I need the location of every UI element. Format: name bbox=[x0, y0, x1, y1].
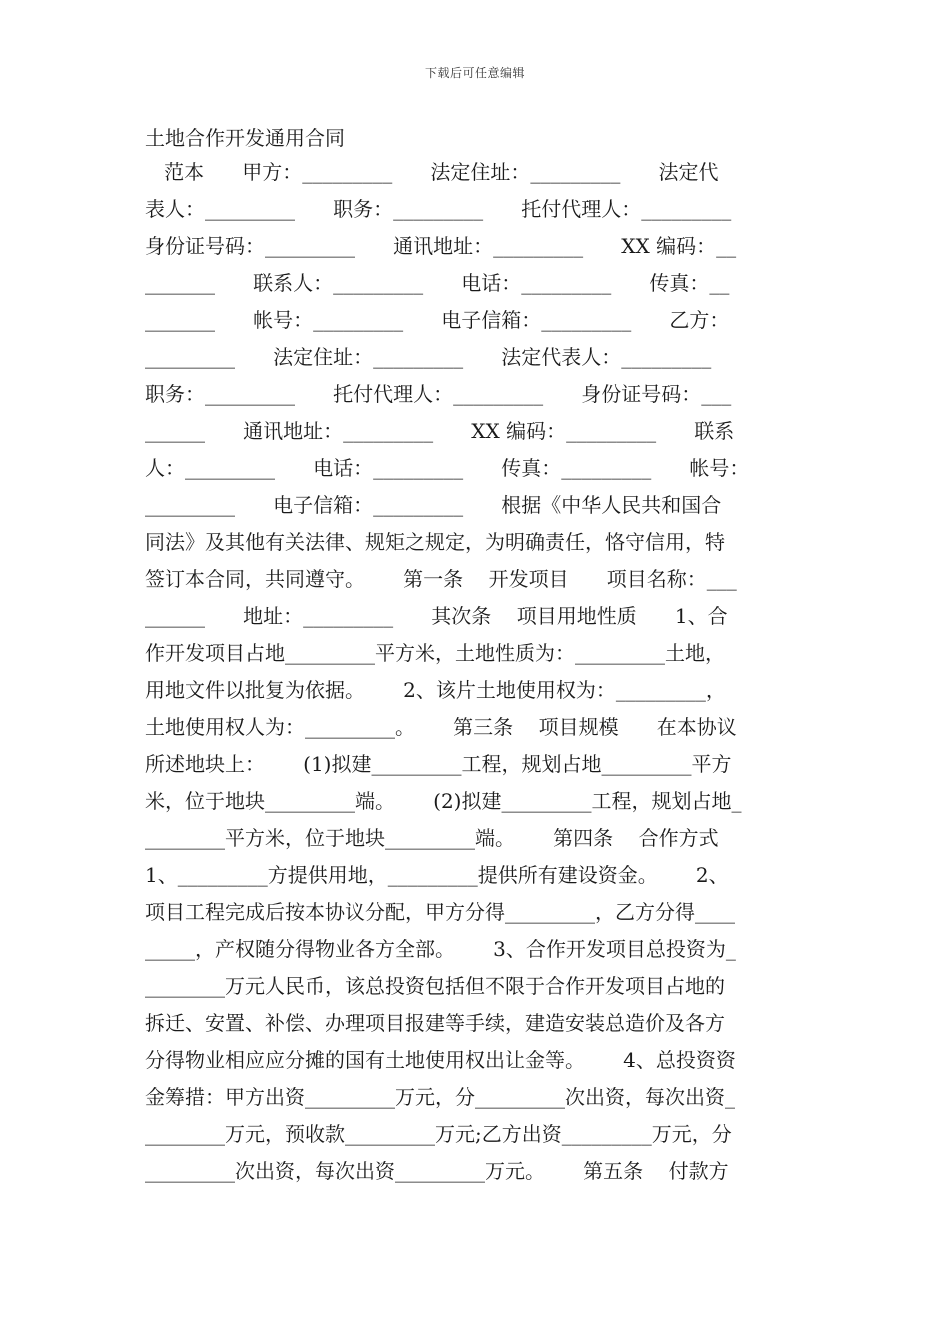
body-line-25: 分得物业相应应分摊的国有土地使用权出让金等。 4、总投资资 bbox=[145, 1048, 736, 1072]
body-line-23: ________万元人民币，该总投资包括但不限于合作开发项目占地的 bbox=[145, 974, 725, 998]
body-line-10: _________ 电子信箱：_________ 根据《中华人民共和国合 bbox=[145, 493, 722, 517]
body-line-16: 土地使用权人为：_________。 第三条 项目规模 在本协议 bbox=[145, 715, 737, 739]
body-line-26: 金筹措：甲方出资_________万元，分_________次出资，每次出资_ bbox=[145, 1085, 735, 1109]
body-line-14: 作开发项目占地_________平方米，土地性质为：_________土地， bbox=[145, 641, 725, 665]
body-line-4: _______ 联系人：_________ 电话：_________ 传真：__ bbox=[145, 271, 730, 295]
body-line-12: 签订本合同，共同遵守。 第一条 开发项目 项目名称：___ bbox=[145, 567, 737, 591]
body-line-3: 身份证号码：_________ 通讯地址：_________ XX 编码：__ bbox=[145, 234, 737, 258]
body-line-28: _________次出资，每次出资_________万元。 第五条 付款方 bbox=[145, 1159, 729, 1183]
body-line-5: _______ 帐号：_________ 电子信箱：_________ 乙方： bbox=[145, 308, 730, 332]
body-line-7: 职务：_________ 托付代理人：_________ 身份证号码：___ bbox=[145, 382, 732, 406]
body-line-22: _____，产权随分得物业各方全部。 3、合作开发项目总投资为_ bbox=[145, 937, 736, 961]
page-header-note: 下载后可任意编辑 bbox=[424, 66, 525, 80]
body-line-15: 用地文件以批复为依据。 2、该片土地使用权为：_________， bbox=[145, 678, 726, 702]
body-line-11: 同法》及其他有关法律、规矩之规定，为明确责任，恪守信用，特 bbox=[145, 530, 725, 554]
body-line-1: 范本 甲方：_________ 法定住址：_________ 法定代 bbox=[145, 160, 719, 184]
body-line-17: 所述地块上： (1)拟建_________工程，规划占地_________平方 bbox=[145, 752, 732, 776]
body-line-2: 表人：_________ 职务：_________ 托付代理人：_________ bbox=[145, 197, 732, 221]
body-line-18: 米，位于地块_________端。 (2)拟建_________工程，规划占地_ bbox=[145, 789, 742, 813]
body-line-20: 1、_________方提供用地，_________提供所有建设资金。 2、 bbox=[145, 863, 729, 887]
body-line-24: 拆迁、安置、补偿、办理项目报建等手续，建造安装总造价及各方 bbox=[145, 1011, 725, 1035]
body-line-8: ______ 通讯地址：_________ XX 编码：_________ 联系 bbox=[145, 419, 735, 443]
body-line-6: _________ 法定住址：_________ 法定代表人：_________ bbox=[145, 345, 712, 369]
body-line-9: 人：_________ 电话：_________ 传真：_________ 帐号： bbox=[145, 456, 750, 480]
body-line-13: ______ 地址：_________ 其次条 项目用地性质 1、合 bbox=[145, 604, 728, 628]
body-line-27: ________万元，预收款_________万元;乙方出资_________万元，分 bbox=[145, 1122, 732, 1146]
body-line-21: 项目工程完成后按本协议分配，甲方分得_________，乙方分得____ bbox=[145, 900, 735, 924]
document-title: 土地合作开发通用合同 bbox=[145, 126, 345, 150]
body-line-19: ________平方米，位于地块_________端。 第四条 合作方式 bbox=[145, 826, 719, 850]
